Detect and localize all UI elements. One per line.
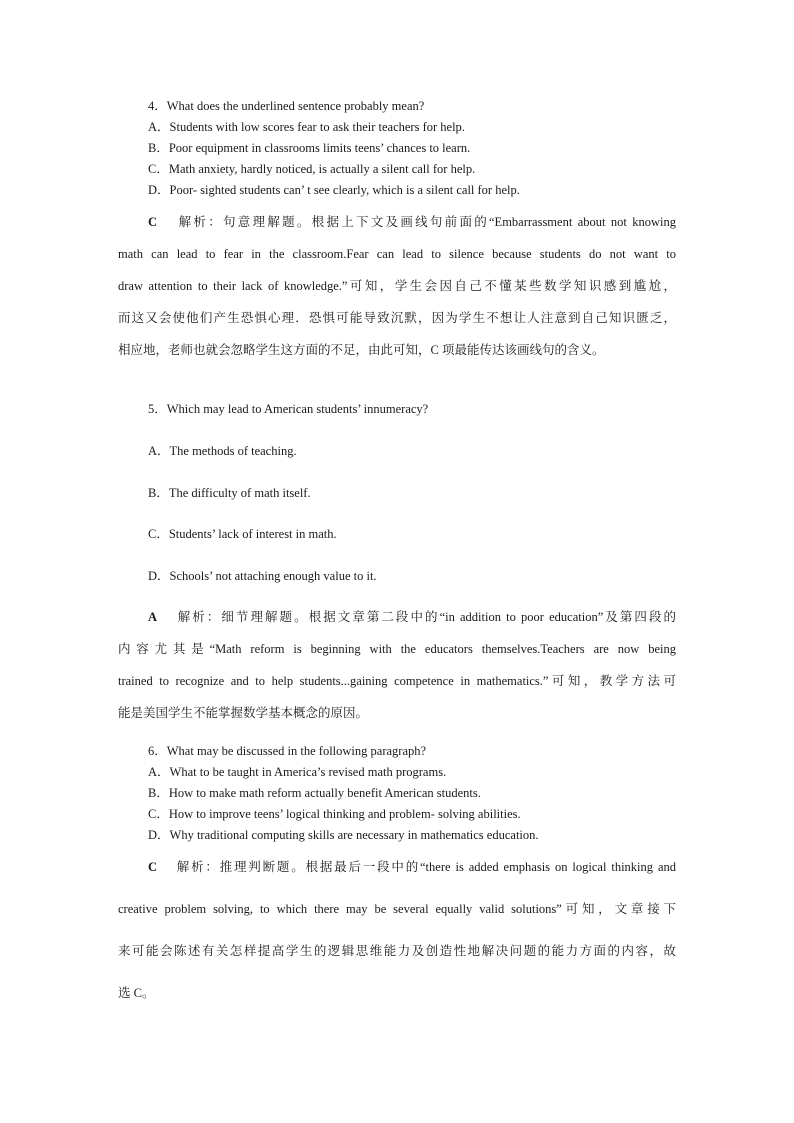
answer-letter: C <box>148 860 158 874</box>
question-5-text: 5．Which may lead to American students’ innumeracy? <box>148 402 429 416</box>
question-6-explanation <box>118 859 676 1001</box>
explanation-line: 而这又会使他们产生恐惧心理．恐惧可能导致沉默，因为学生不想让人注意到自己知识匮乏， <box>118 311 676 325</box>
explanation-text: 解析：细节理解题。根据文章第二段中的“in addition to poor education”及第四段的 <box>177 610 676 624</box>
question-6-option-c: C．How to improve teens’ logical thinking and problem- solving abilities. <box>148 807 521 821</box>
answer-letter: C <box>148 215 158 229</box>
explanation-line: math can lead to fear in the classroom.Fear can lead to silence because students do not want to <box>118 247 676 261</box>
question-5-option-b: B．The difficulty of math itself. <box>148 486 311 500</box>
answer-letter: A <box>148 610 158 624</box>
question-6-option-b: B．How to make math reform actually benefit American students. <box>148 786 481 800</box>
explanation-text: 解析：句意理解题。根据上下文及画线句前面的“Embarrassment about not knowing <box>178 215 677 229</box>
explanation-line <box>148 214 676 230</box>
question-5-explanation <box>118 609 676 721</box>
question-4-option-d: D．Poor- sighted students can’ t see clearly, which is a silent call for help. <box>148 183 520 197</box>
question-6-text: 6．What may be discussed in the following paragraph? <box>148 744 427 758</box>
question-4-explanation <box>118 214 676 358</box>
question-5-option-a: A．The methods of teaching. <box>148 444 297 458</box>
question-4-option-c: C．Math anxiety, hardly noticed, is actually a silent call for help. <box>148 162 476 176</box>
question-4-option-b: B．Poor equipment in classrooms limits teens’ chances to learn. <box>148 141 471 155</box>
explanation-text: 解析：推理判断题。根据最后一段中的“there is added emphasis on logical thinking and <box>176 860 677 874</box>
explanation-line: trained to recognize and to help students...gaining competence in mathematics.”可知，教学方法可 <box>118 674 676 688</box>
question-5-option-d: D．Schools’ not attaching enough value to it. <box>148 569 377 583</box>
explanation-line: 来可能会陈述有关怎样提高学生的逻辑思维能力及创造性地解决问题的能力方面的内容，故 <box>118 944 676 958</box>
question-5-option-c: C．Students’ lack of interest in math. <box>148 527 337 541</box>
explanation-line: 选 C。 <box>118 986 155 1000</box>
question-6-option-a: A．What to be taught in America’s revised math programs. <box>148 765 447 779</box>
explanation-line: 内容尤其是“Math reform is beginning with the educators themselves.Teachers are now being <box>118 642 676 656</box>
question-4-option-a: A．Students with low scores fear to ask their teachers for help. <box>148 120 465 134</box>
question-6-option-d: D．Why traditional computing skills are necessary in mathematics education. <box>148 828 539 842</box>
explanation-line: draw attention to their lack of knowledge.”可知，学生会因自己不懂某些数学知识感到尴尬， <box>118 279 676 293</box>
question-4-text: 4．What does the underlined sentence probably mean? <box>148 99 425 113</box>
explanation-line <box>148 859 676 875</box>
explanation-line: creative problem solving, to which there may be several equally valid solutions”可知，文章接下 <box>118 902 676 916</box>
explanation-line <box>148 609 676 625</box>
explanation-line: 能是美国学生不能掌握数学基本概念的原因。 <box>118 706 369 720</box>
explanation-line: 相应地，老师也就会忽略学生这方面的不足，由此可知，C 项最能传达该画线句的含义。 <box>118 343 605 357</box>
